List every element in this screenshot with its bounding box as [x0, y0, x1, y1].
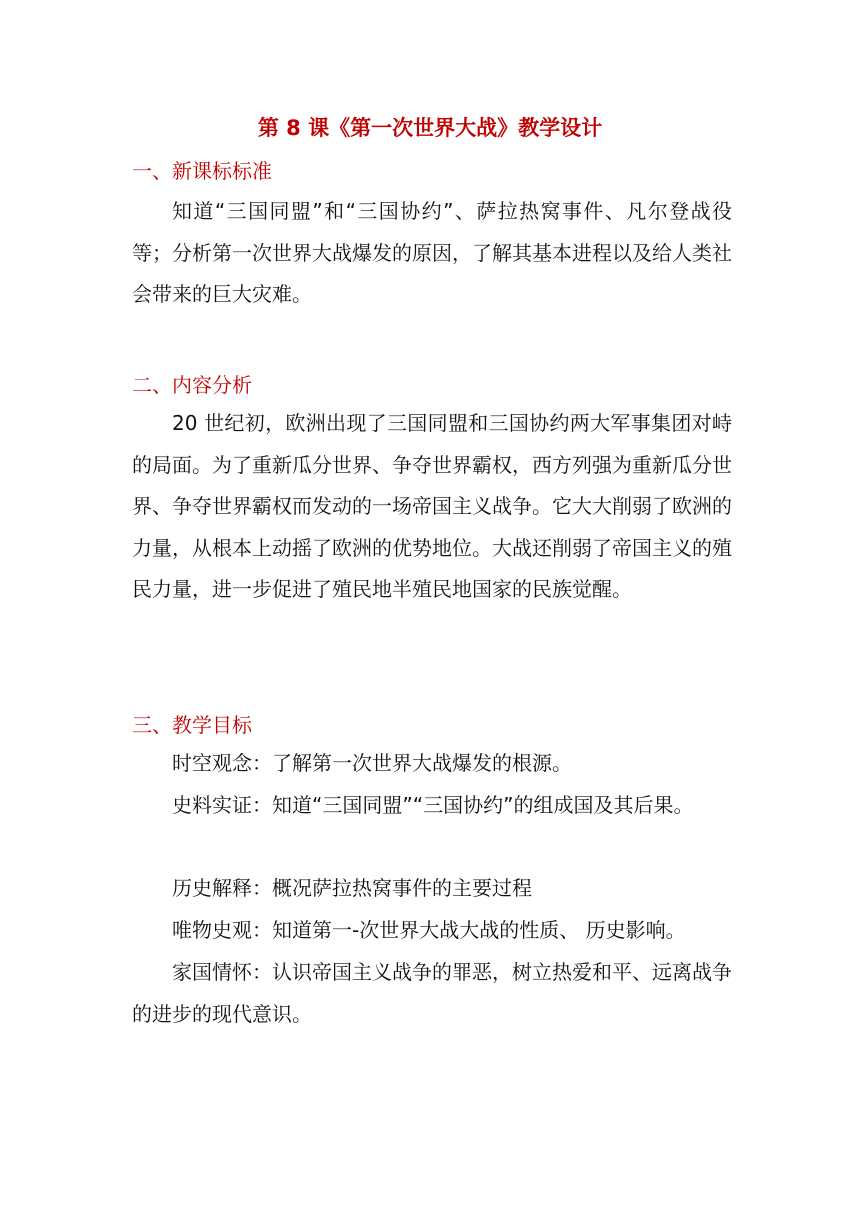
- goal-interpretation: 历史解释：概况萨拉热窝事件的主要过程: [172, 876, 532, 900]
- content-analysis-paragraph: 20 世纪初，欧洲出现了三国同盟和三国协约两大军事集团对峙的局面。为了重新瓜分世界、争夺世界霸权，西方列强为重新瓜分世界、争夺世界霸权而发动的一场帝国主义战争。它大大削弱了欧洲的力量，从根本上动摇了欧洲的优势地位。大战还削弱了帝国主义的殖民力量，进一步促进了殖民地半殖民地国家的民族觉醒。: [132, 411, 732, 601]
- goal-evidence: 史料实证：知道“三国同盟”“三国协约”的组成国及其后果。: [172, 793, 694, 817]
- section-heading-content-analysis: 二、内容分析: [132, 373, 252, 397]
- standards-paragraph: 知道“三国同盟”和“三国协约”、萨拉热窝事件、凡尔登战役等；分析第一次世界大战爆发的原因，了解其基本进程以及给人类社会带来的巨大灾难。: [132, 199, 732, 306]
- section-heading-teaching-goals: 三、教学目标: [132, 713, 252, 737]
- goal-patriotism: 家国情怀：认识帝国主义战争的罪恶，树立热爱和平、远离战争的进步的现代意识。: [132, 960, 732, 1026]
- goal-materialism: 唯物史观：知道第一-次世界大战大战的性质、 历史影响。: [172, 918, 686, 942]
- document-title: 第 8 课《第一次世界大战》教学设计: [257, 116, 603, 140]
- section-heading-standards: 一、新课标标准: [132, 159, 272, 183]
- goal-spacetime: 时空观念：了解第一次世界大战爆发的根源。: [172, 751, 572, 775]
